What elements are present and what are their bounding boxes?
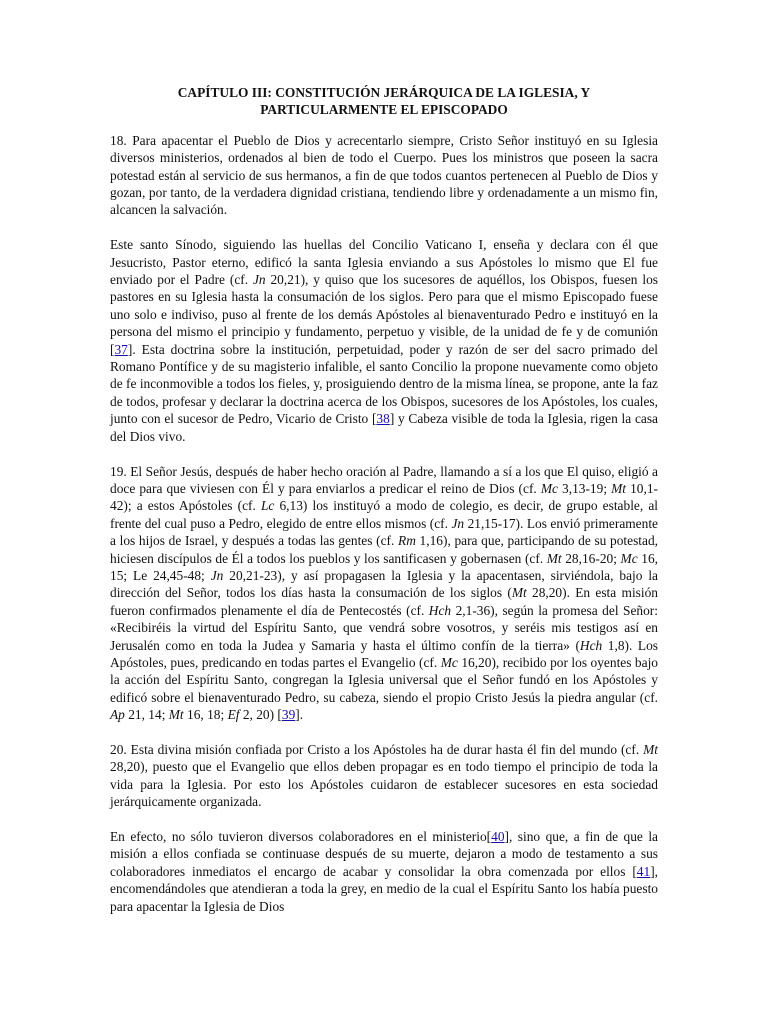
document-page xyxy=(110,84,658,932)
chapter-title xyxy=(110,84,658,119)
paragraph-18: 18. Para apacentar el Pueblo de Dios y acrecentarlo siempre, Cristo Señor instituyó en su Iglesia diversos ministerios, ordenados al bien de todo el Cuerpo. Pues los ministros que poseen la sacra potestad están al servicio de sus hermanos, a fin de que todos cuantos pertenecen al Pueblo de Dios y gozan, por tanto, de la verdadera dignidad cristiana, tendiendo libre y ordenadamente a un mismo fin, alcancen la salvación. xyxy=(110,132,658,218)
paragraph-19: 19. El Señor Jesús, después de haber hecho oración al Padre, llamando a sí a los que El quiso, eligió a doce para que viviesen con Él y para enviarlos a predicar el reino de Dios (cf. Mc 3,13-19; Mt 10,1-42); a estos Apóstoles (cf. Lc 6,13) los instituyó a modo de colegio, es decir, de grupo estable, al frente del cual puso a Pedro, elegido de entre ellos mismos (cf. Jn 21,15-17). Los envió primeramente a los hijos de Israel, y después a todas las gentes (cf. Rm 1,16), para que, participando de su potestad, hiciesen discípulos de Él a todos los pueblos y los santificasen y gobernasen (cf. Mt 28,16-20; Mc 16, 15; Le 24,45-48; Jn 20,21-23), y así propagasen la Iglesia y la apacentasen, sirviéndola, bajo la dirección del Señor, todos los días hasta la consumación de los siglos (Mt 28,20). En esta misión fueron confirmados plenamente el día de Pentecostés (cf. Hch 2,1-36), según la promesa del Señor: «Recibiréis la virtud del Espíritu Santo, que vendrá sobre vosotros, y seréis mis testigos así en Jerusalén como en toda la Judea y Samaria y hasta el último confín de la tierra» (Hch 1,8). Los Apóstoles, pues, predicando en todas partes el Evangelio (cf. Mc 16,20), recibido por los oyentes bajo la acción del Espíritu Santo, congregan la Iglesia universal que el Señor fundó en los Apóstoles y edificó sobre el bienaventurado Pedro, su cabeza, siendo el propio Cristo Jesús la piedra angular (cf. Ap 21, 14; Mt 16, 18; Ef 2, 20) [39]. xyxy=(110,463,659,723)
footnote-link-39[interactable]: 39 xyxy=(281,707,296,723)
footnote-link-40[interactable]: 40 xyxy=(491,829,505,844)
paragraph-20: 20. Esta divina misión confiada por Cristo a los Apóstoles ha de durar hasta él fin del mundo (cf. Mt 28,20), puesto que el Evangelio que ellos deben propagar es en todo tiempo el principio de toda la vida para la Iglesia. Por esto los Apóstoles cuidaron de establecer sucesores en esta sociedad jerárquicamente organizada. xyxy=(110,741,658,810)
footnote-link-38[interactable]: 38 xyxy=(376,411,390,427)
paragraph-18-continued: Este santo Sínodo, siguiendo las huellas del Concilio Vaticano I, enseña y declara con él que Jesucristo, Pastor eterno, edificó la santa Iglesia enviando a sus Apóstoles lo mismo que El fue enviado por el Padre (cf. Jn 20,21), y quiso que los sucesores de aquéllos, los Obispos, fuesen los pastores en su Iglesia hasta la consumación de los siglos. Pero para que el mismo Episcopado fuese uno solo e indiviso, puso al frente de los demás Apóstoles al bienaventurado Pedro e instituyó en la persona del mismo el principio y fundamento, perpetuo y visible, de la unidad de fe y de comunión [37]. Esta doctrina sobre la institución, perpetuidad, poder y razón de ser del sacro primado del Romano Pontífice y de su magisterio infalible, el santo Concilio la propone nuevamente como objeto de fe inconmovible a todos los fieles, y, prosiguiendo dentro de la misma línea, se propone, ante la faz de todos, profesar y declarar la doctrina acerca de los Obispos, sucesores de los Apóstoles, los cuales, junto con el sucesor de Pedro, Vicario de Cristo [38] y Cabeza visible de toda la Iglesia, rigen la casa del Dios vivo. xyxy=(110,237,659,444)
chapter-title-line-1: CAPÍTULO III: CONSTITUCIÓN JERÁRQUICA DE LA IGLESIA, Y xyxy=(177,85,591,100)
chapter-title-line-2: PARTICULARMENTE EL EPISCOPADO xyxy=(260,102,508,118)
paragraph-20-continued: En efecto, no sólo tuvieron diversos colaboradores en el ministerio[40], sino que, a fin de que la misión a ellos confiada se continuase después de su muerte, dejaron a modo de testamento a sus colaboradores inmediatos el encargo de acabar y consolidar la obra comenzada por ellos [41], encomendándoles que atendieran a toda la grey, en medio de la cual el Espíritu Santo los había puesto para apacentar la Iglesia de Dios xyxy=(110,829,658,914)
footnote-link-37[interactable]: 37 xyxy=(114,341,128,357)
footnote-link-41[interactable]: 41 xyxy=(636,863,651,879)
